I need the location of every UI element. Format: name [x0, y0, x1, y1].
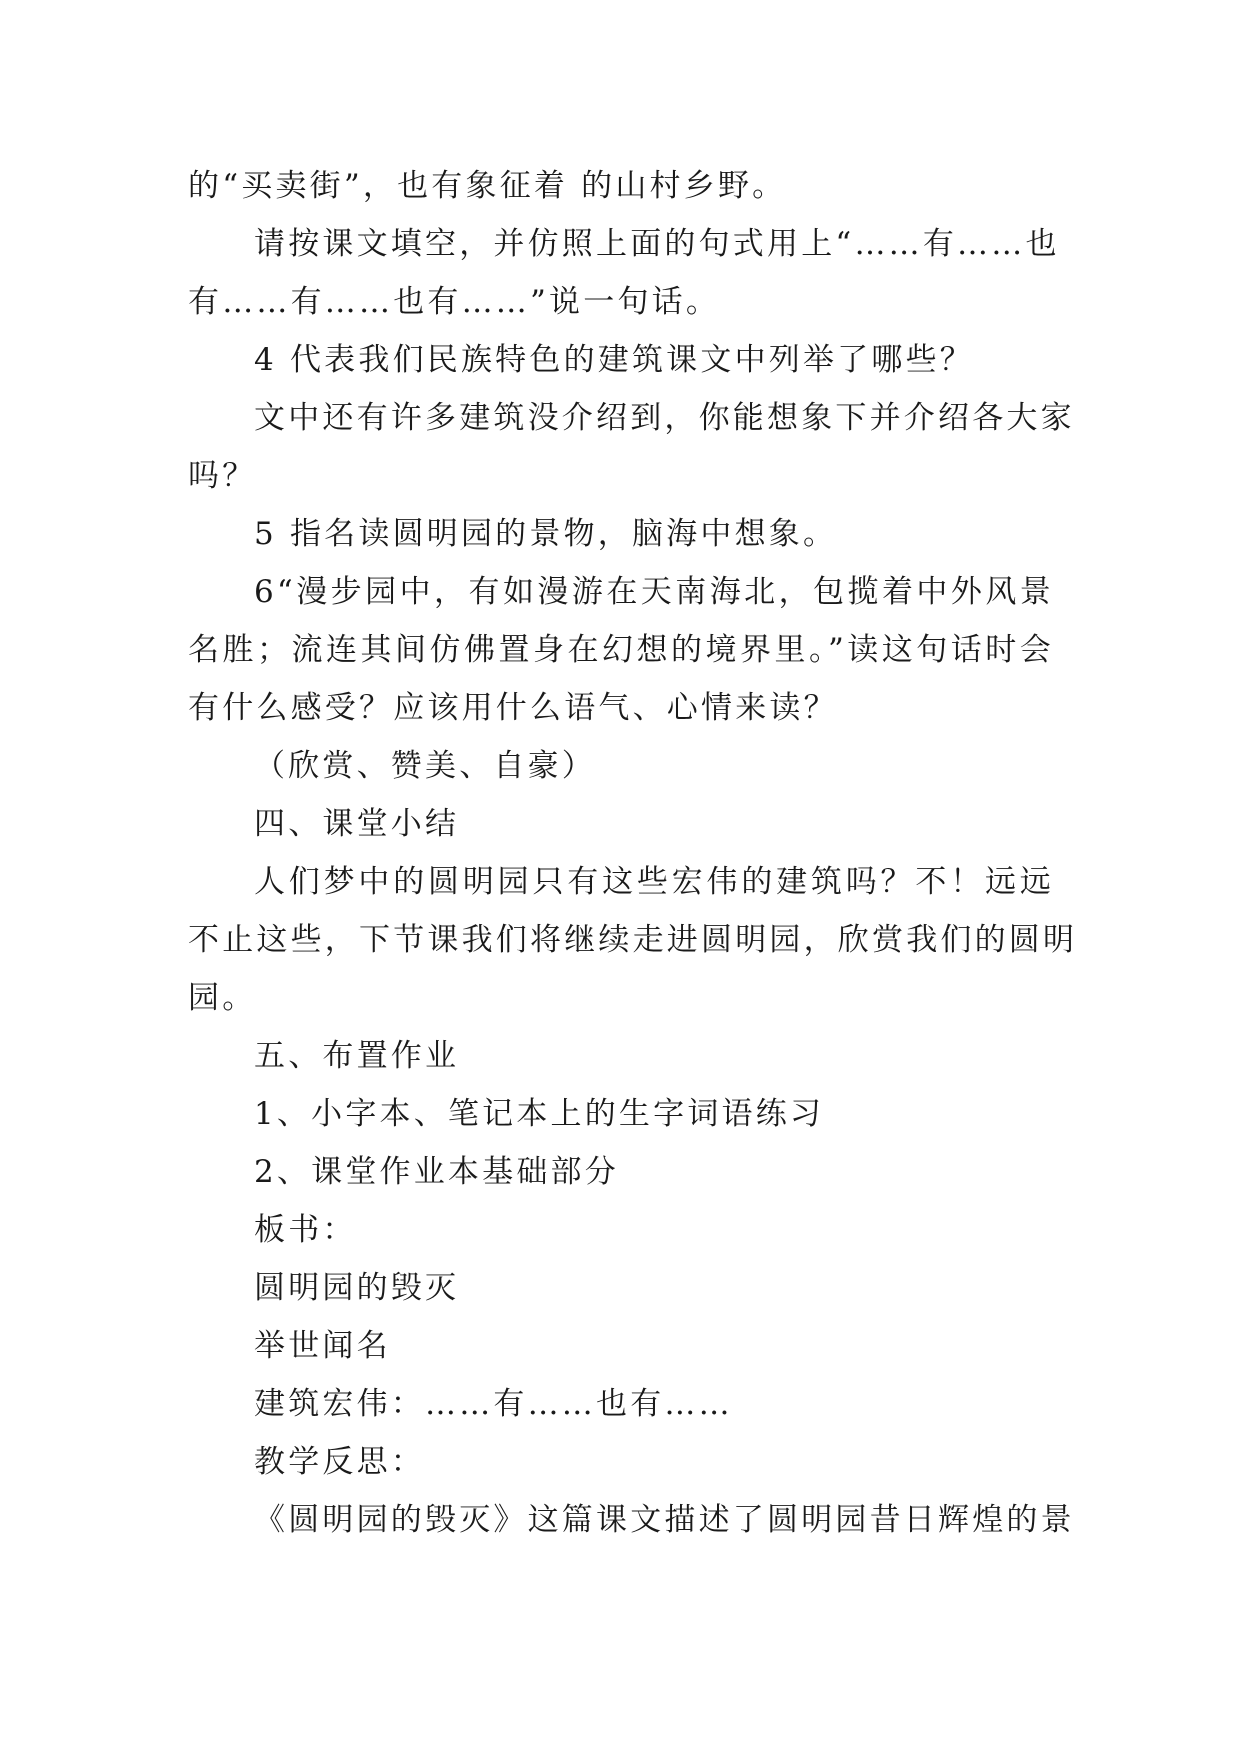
text-line-2: 请按课文填空，并仿照上面的句式用上“……有……也 — [254, 226, 1060, 262]
section-heading-homework: 五、布置作业 — [254, 1038, 460, 1074]
answer-note: （欣赏、赞美、自豪） — [254, 748, 596, 784]
homework-item-2: 2、课堂作业本基础部分 — [254, 1154, 619, 1190]
board-item-1: 举世闻名 — [254, 1328, 391, 1364]
text-line-5: 文中还有许多建筑没介绍到，你能想象下并介绍各大家 — [254, 400, 1075, 436]
text-line-15: 园。 — [188, 980, 257, 1016]
reflection-text: 《圆明园的毁灭》这篇课文描述了圆明园昔日辉煌的景 — [254, 1502, 1075, 1538]
section-heading-summary: 四、课堂小结 — [254, 806, 460, 842]
text-line-13: 人们梦中的圆明园只有这些宏伟的建筑吗？不！远远 — [254, 864, 1054, 900]
homework-item-1: 1、小字本、笔记本上的生字词语练习 — [254, 1096, 825, 1132]
reflection-heading: 教学反思： — [254, 1444, 425, 1480]
text-line-10: 有什么感受？应该用什么语气、心情来读？ — [188, 690, 838, 726]
board-item-2: 建筑宏伟：……有……也有…… — [254, 1386, 733, 1422]
board-heading: 板书： — [254, 1212, 357, 1248]
text-line-1: 的“买卖街”，也有象征着 的山村乡野。 — [188, 168, 787, 204]
text-line-6: 吗？ — [188, 458, 257, 494]
question-5: 5 指名读圆明园的景物，脑海中想象。 — [254, 516, 838, 552]
question-4: 4 代表我们民族特色的建筑课文中列举了哪些？ — [254, 342, 974, 378]
question-6: 6“漫步园中，有如漫游在天南海北，包揽着中外风景 — [254, 574, 1054, 610]
text-line-14: 不止这些，下节课我们将继续走进圆明园，欣赏我们的圆明 — [188, 922, 1078, 958]
document-page — [188, 157, 1078, 1549]
text-line-9: 名胜；流连其间仿佛置身在幻想的境界里。”读这句话时会 — [188, 632, 1054, 668]
text-line-3: 有……有……也有……”说一句话。 — [188, 284, 721, 320]
board-title: 圆明园的毁灭 — [254, 1270, 460, 1306]
